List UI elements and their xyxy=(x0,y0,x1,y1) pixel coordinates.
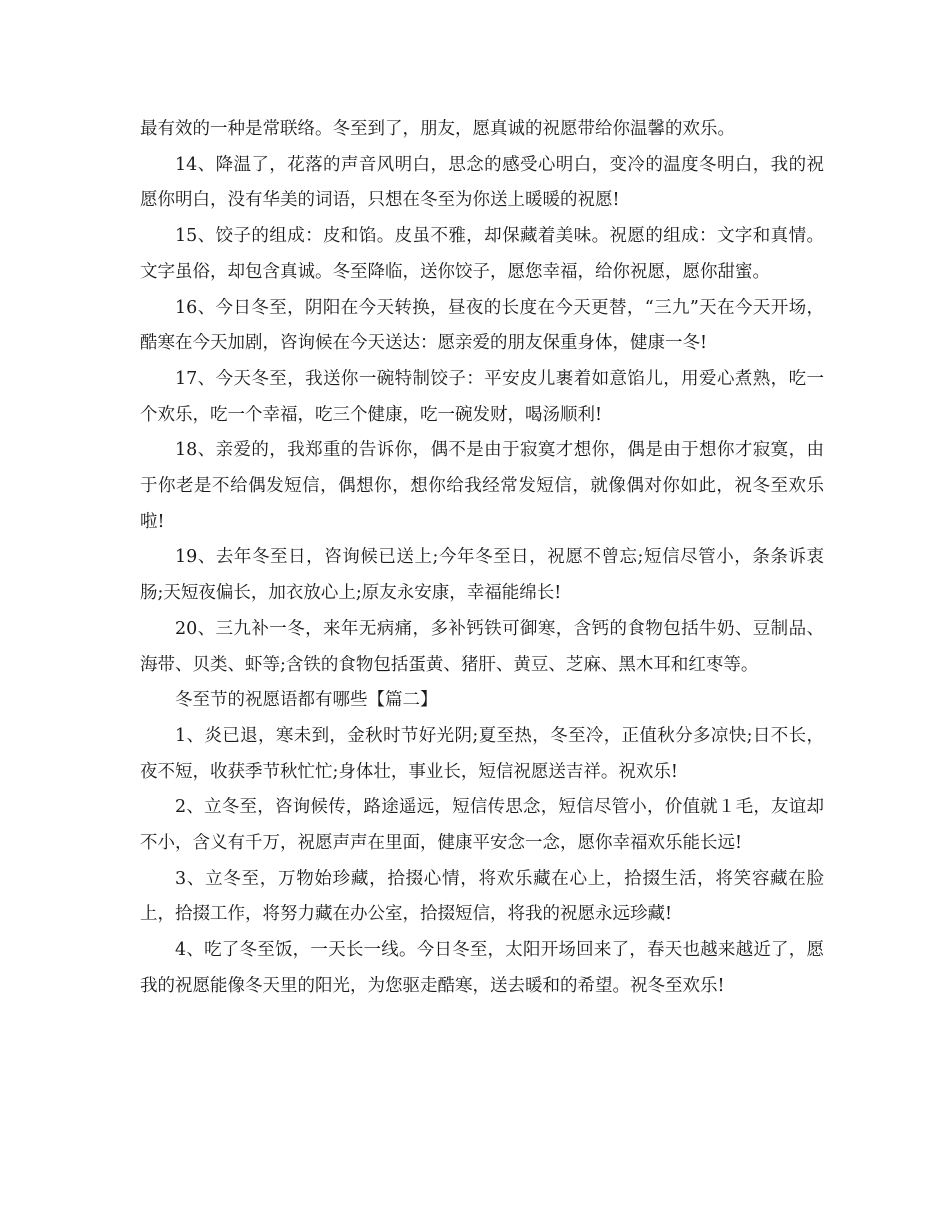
paragraph-4: 4、吃了冬至饭，一天长一线。今日冬至，太阳开场回来了，春天也越来越近了，愿我的祝愿能像冬天里的阳光，为您驱走酷寒，送去暖和的希望。祝冬至欢乐! xyxy=(140,940,824,996)
paragraph-3: 3、立冬至，万物始珍藏，拾掇心情，将欢乐藏在心上，拾掇生活，将笑容藏在脸上，拾掇工作，将努力藏在办公室，拾掇短信，将我的祝愿永远珍藏! xyxy=(140,868,824,925)
paragraph-2: 2、立冬至，咨询候传，路途遥远，短信传思念，短信尽管小，价值就１毛，友谊却不小，含义有千万，祝愿声声在里面，健康平安念一念，愿你幸福欢乐能长远! xyxy=(140,797,824,854)
paragraph-14: 14、降温了，花落的声音风明白，思念的感受心明白，变冷的温度冬明白，我的祝愿你明白，没有华美的词语，只想在冬至为你送上暖暖的祝愿! xyxy=(140,154,824,211)
paragraph-17: 17、今天冬至，我送你一碗特制饺子：平安皮儿裹着如意馅儿，用爱心煮熟，吃一个欢乐，吃一个幸福，吃三个健康，吃一碗发财，喝汤顺利! xyxy=(140,368,824,425)
section-heading: 冬至节的祝愿语都有哪些【篇二】 xyxy=(175,690,438,711)
paragraph-1: 1、炎已退，寒未到，金秋时节好光阴;夏至热，冬至冷，正值秋分多凉快;日不长，夜不短，收获季节秋忙忙;身体壮，事业长，短信祝愿送吉祥。祝欢乐! xyxy=(140,725,824,782)
paragraph-20: 20、三九补一冬，来年无病痛，多补钙铁可御寒，含钙的食物包括牛奶、豆制品、海带、贝类、虾等;含铁的食物包括蛋黄、猪肝、黄豆、芝麻、黑木耳和红枣等。 xyxy=(140,618,824,675)
paragraph-18: 18、亲爱的，我郑重的告诉你，偶不是由于寂寞才想你，偶是由于想你才寂寞，由于你老是不给偶发短信，偶想你，想你给我经常发短信，就像偶对你如此，祝冬至欢乐啦! xyxy=(140,440,824,532)
document-body xyxy=(140,112,824,1005)
paragraph-19: 19、去年冬至日，咨询候已送上;今年冬至日，祝愿不曾忘;短信尽管小，条条诉衷肠;天短夜偏长，加衣放心上;原友永安康，幸福能绵长! xyxy=(140,547,824,604)
paragraph-16: 16、今日冬至，阴阳在今天转换，昼夜的长度在今天更替，“三九”天在今天开场，酷寒在今天加剧，咨询候在今天送达：愿亲爱的朋友保重身体，健康一冬! xyxy=(140,297,824,354)
paragraph-15: 15、饺子的组成：皮和馅。皮虽不雅，却保藏着美味。祝愿的组成：文字和真情。文字虽俗，却包含真诚。冬至降临，送你饺子，愿您幸福，给你祝愿，愿你甜蜜。 xyxy=(140,226,824,282)
lead-paragraph: 最有效的一种是常联络。冬至到了，朋友，愿真诚的祝愿带给你温馨的欢乐。 xyxy=(140,119,735,139)
